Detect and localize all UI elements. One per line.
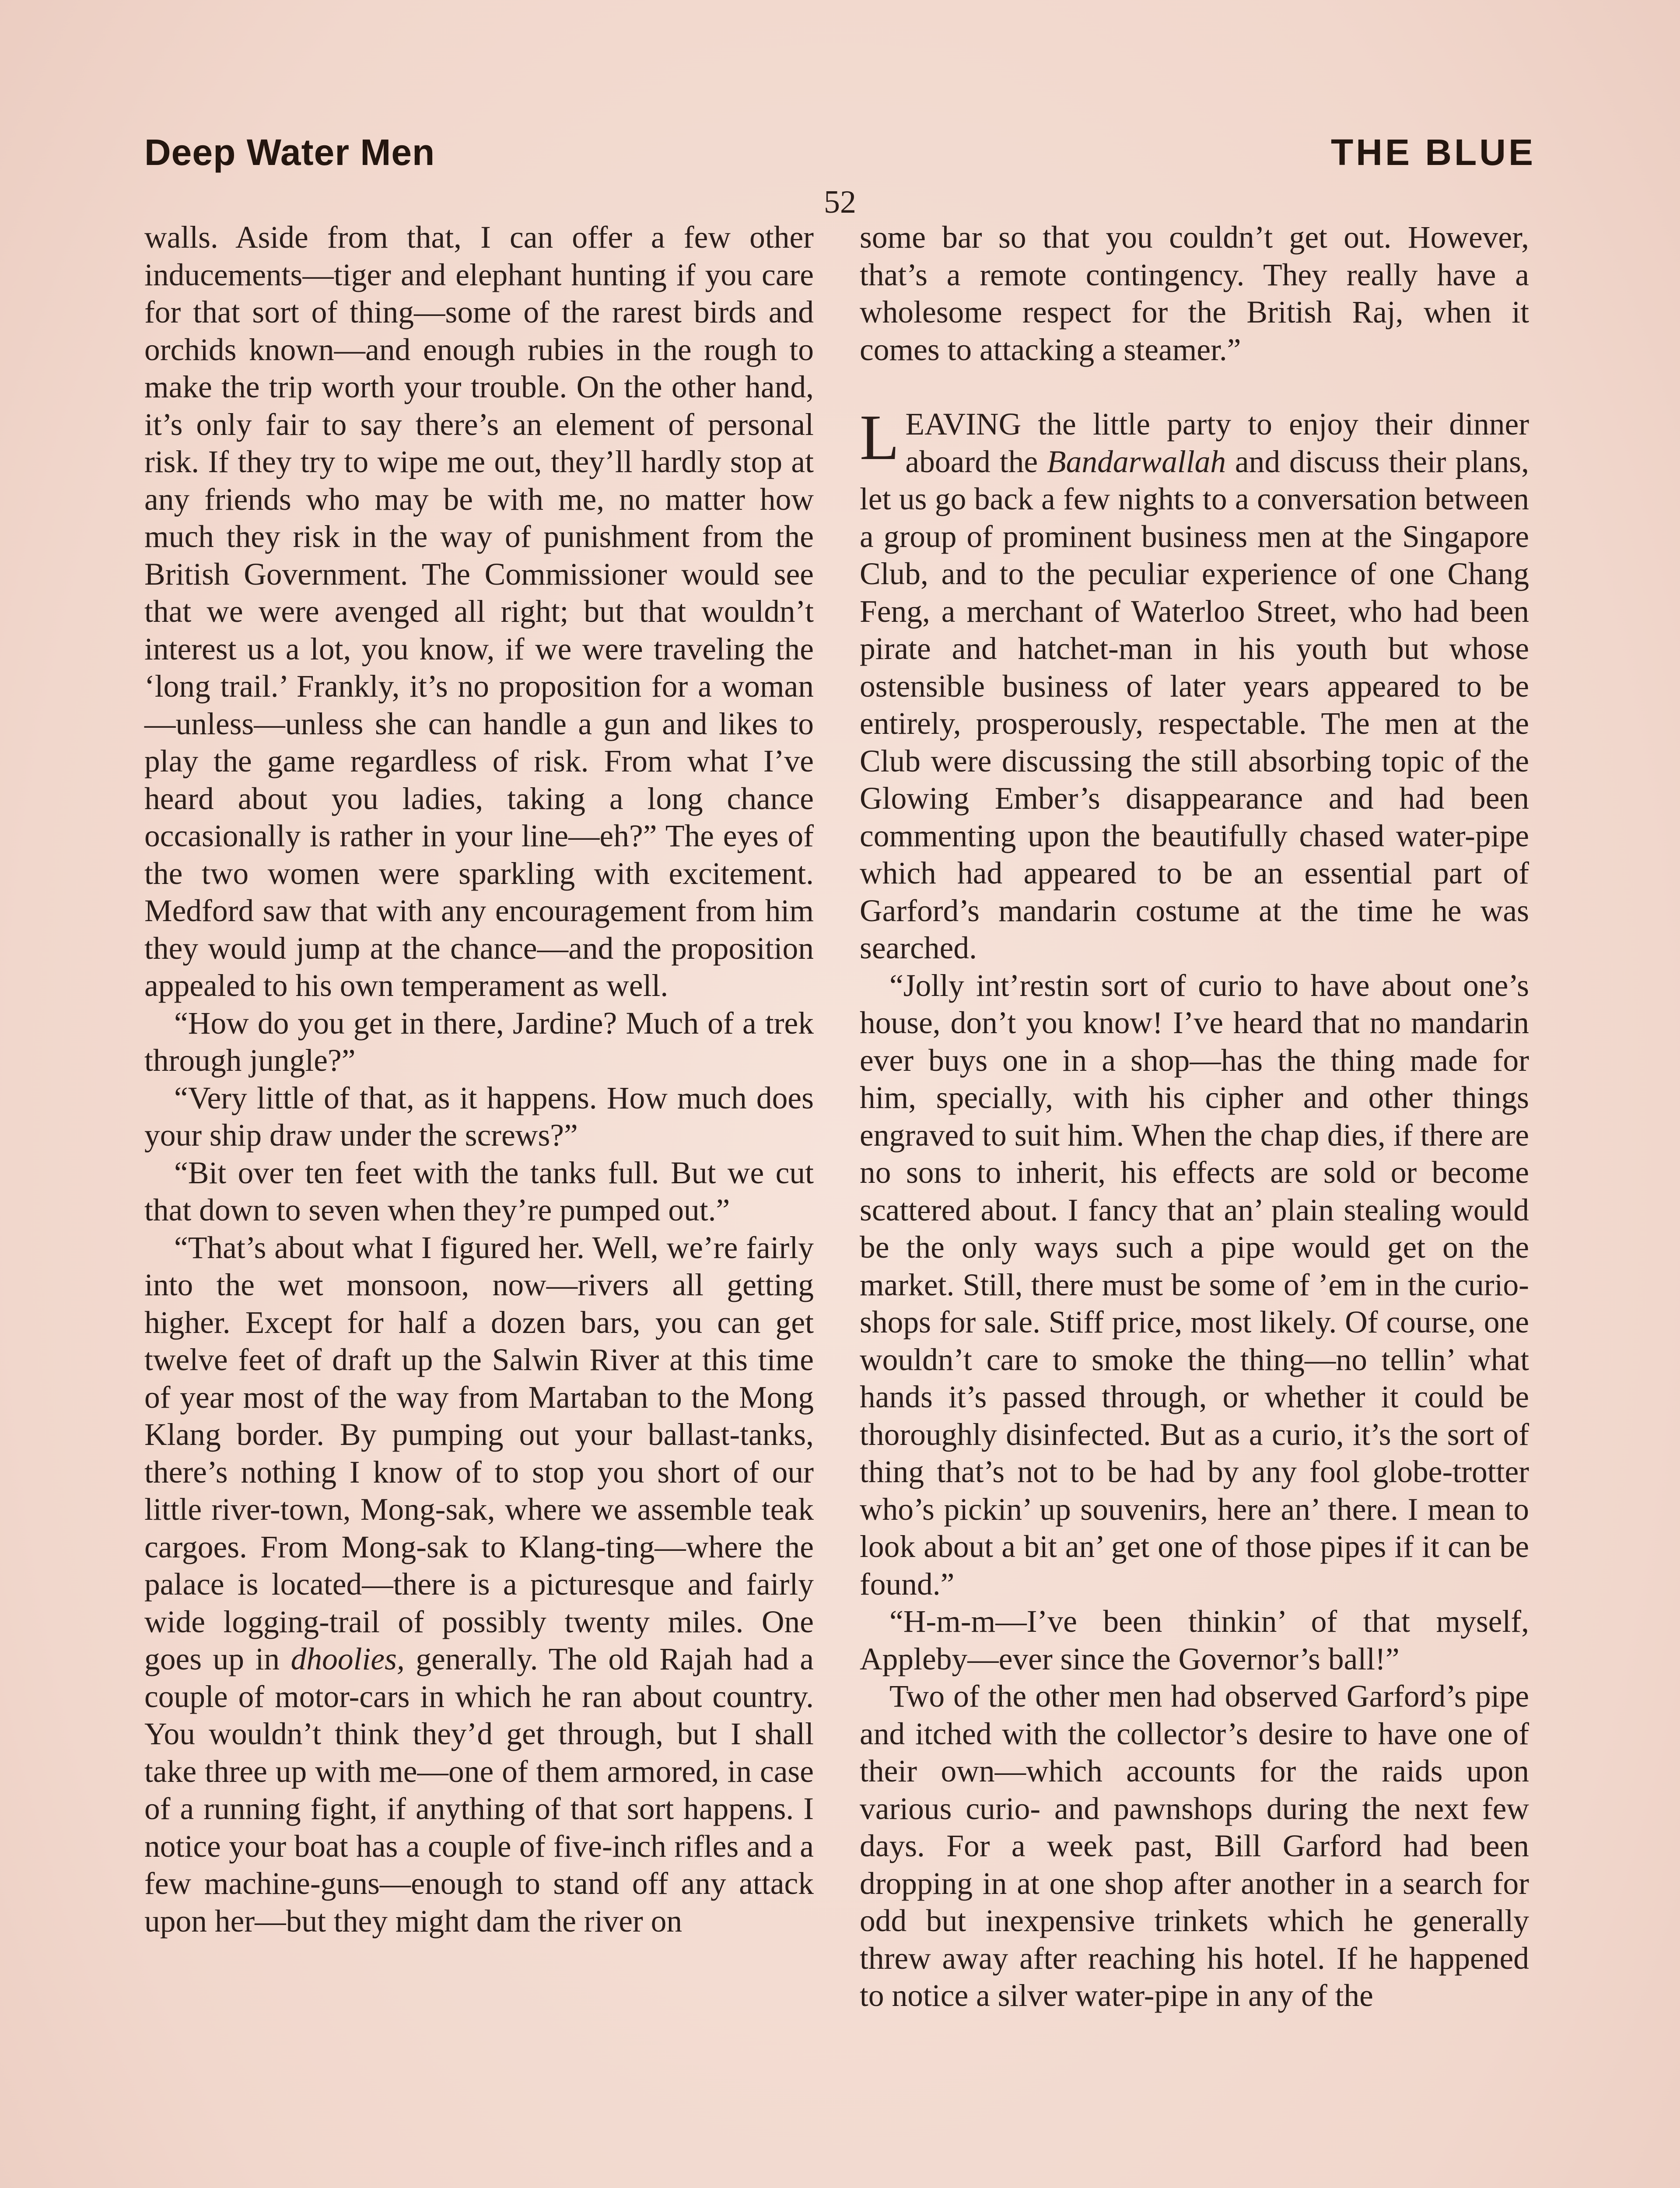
paragraph-text: “That’s about what I figured her. Well, we’re fairly into the wet monsoon, now—rivers all getting higher. Except for half a dozen bars, you can get twelve feet of draft up the Salwin River at this time of year most of the way from Martaban to the Mong Klang border. By pumping out your ballast-tanks, there’s nothing I know of to stop you short of our little river-town, Mong-sak, where we assemble teak cargoes. From Mong-sak to Klang-ting—where the palace is located—there is a picturesque and fairly wide logging-trail of possibly twenty miles. One goes up in <box>144 1230 814 1676</box>
left-column <box>144 219 814 1940</box>
paragraph: walls. Aside from that, I can offer a few other inducements—tiger and elephant hunting if you care for that sort of thing—some of the rarest birds and orchids known—and enough rubies in the rough to make the trip worth your trouble. On the other hand, it’s only fair to say there’s an element of personal risk. If they try to wipe me out, they’ll hardly stop at any friends who may be with me, no matter how much they risk in the way of punishment from the British Government. The Commissioner would see that we were avenged all right; but that wouldn’t interest us a lot, you know, if we were traveling the ‘long trail.’ Frankly, it’s no proposition for a woman—unless—unless she can handle a gun and likes to play the game regardless of risk. From what I’ve heard about you ladies, taking a long chance occasionally is rather in your line—eh?” The eyes of the two women were sparkling with excitement. Medford saw that with any encouragement from him they would jump at the chance—and the proposition appealed to his own temperament as well. <box>144 220 814 1003</box>
paragraph: “Bit over ten feet with the tanks full. But we cut that down to seven when they’re pumped out.” <box>144 1155 814 1227</box>
page-number: 52 <box>824 184 856 220</box>
paragraph-text: generally. The old Rajah had a couple of motor-cars in which he ran about country. You wouldn’t think they’d get through, but I shall take three up with me—one of them armored, in case of a running fight, if anything of that sort happens. I notice your boat has a couple of five-inch rifles and a few machine-guns—enough to stand off any attack upon her—but they might dam the river on <box>144 1642 814 1939</box>
italic-term: dhoolies, <box>290 1642 405 1676</box>
paragraph: “Very little of that, as it happens. How much does your ship draw under the screws?” <box>144 1080 814 1153</box>
paragraph <box>144 1229 814 1940</box>
paragraph-text: EAVING the little party to enjoy their dinner aboard the <box>905 407 1529 479</box>
drop-cap: L <box>860 402 900 473</box>
paragraph: “Jolly int’restin sort of curio to have about one’s house, don’t you know! I’ve heard that no mandarin ever buys one in a shop—has the thing made for him, specially, with his cipher and other things engraved to suit him. When the chap dies, if there are no sons to inherit, his effects are sold or become scattered about. I fancy that an’ plain stealing would be the only ways such a pipe would get on the market. Still, there must be some of ’em in the curio-shops for sale. Stiff price, most likely. Of course, one wouldn’t care to smoke the thing—no tellin’ what hands it’s passed through, or whether it could be thoroughly disinfected. But as a curio, it’s the sort of thing that’s not to be had by any fool globe-trotter who’s pickin’ up souvenirs, here an’ there. I mean to look about a bit an’ get one of those pipes if it can be found.” <box>860 968 1529 1602</box>
right-column <box>860 219 1529 2015</box>
running-head-left: Deep Water Men <box>144 132 435 173</box>
running-head-right: THE BLUE <box>1331 132 1536 173</box>
paragraph: Two of the other men had observed Garford’s pipe and itched with the collector’s desire to have one of their own—which accounts for the raids upon various curio- and pawnshops during the next few days. For a week past, Bill Garford had been dropping in at one shop after another in a search for odd but inexpensive trinkets which he generally threw away after reaching his hotel. If he happened to notice a silver water-pipe in any of the <box>860 1679 1529 2013</box>
paragraph: some bar so that you couldn’t get out. However, that’s a remote contingency. They really have a wholesome respect for the British Raj, when it comes to attacking a steamer.” <box>860 220 1529 367</box>
paragraph <box>860 402 1529 967</box>
paragraph: “H-m-m—I’ve been thinkin’ of that myself, Appleby—ever since the Governor’s ball!” <box>860 1604 1529 1676</box>
paragraph-text: and discuss their plans, let us go back a few nights to a conversation between a group of prominent business men at the Singapore Club, and to the peculiar experience of one Chang Feng, a merchant of Waterloo Street, who had been pirate and hatchet-man in his youth but whose ostensible business of later years appeared to be entirely, prosperously, respectable. The men at the Club were discussing the still absorbing topic of the Glowing Ember’s disappearance and had been commenting upon the beautifully chased water-pipe which had appeared to be an essential part of Garford’s mandarin costume at the time he was searched. <box>860 444 1529 965</box>
ship-name: Bandarwallah <box>1046 444 1226 479</box>
section-break <box>860 368 1529 406</box>
paragraph: “How do you get in there, Jardine? Much of a trek through jungle?” <box>144 1006 814 1078</box>
